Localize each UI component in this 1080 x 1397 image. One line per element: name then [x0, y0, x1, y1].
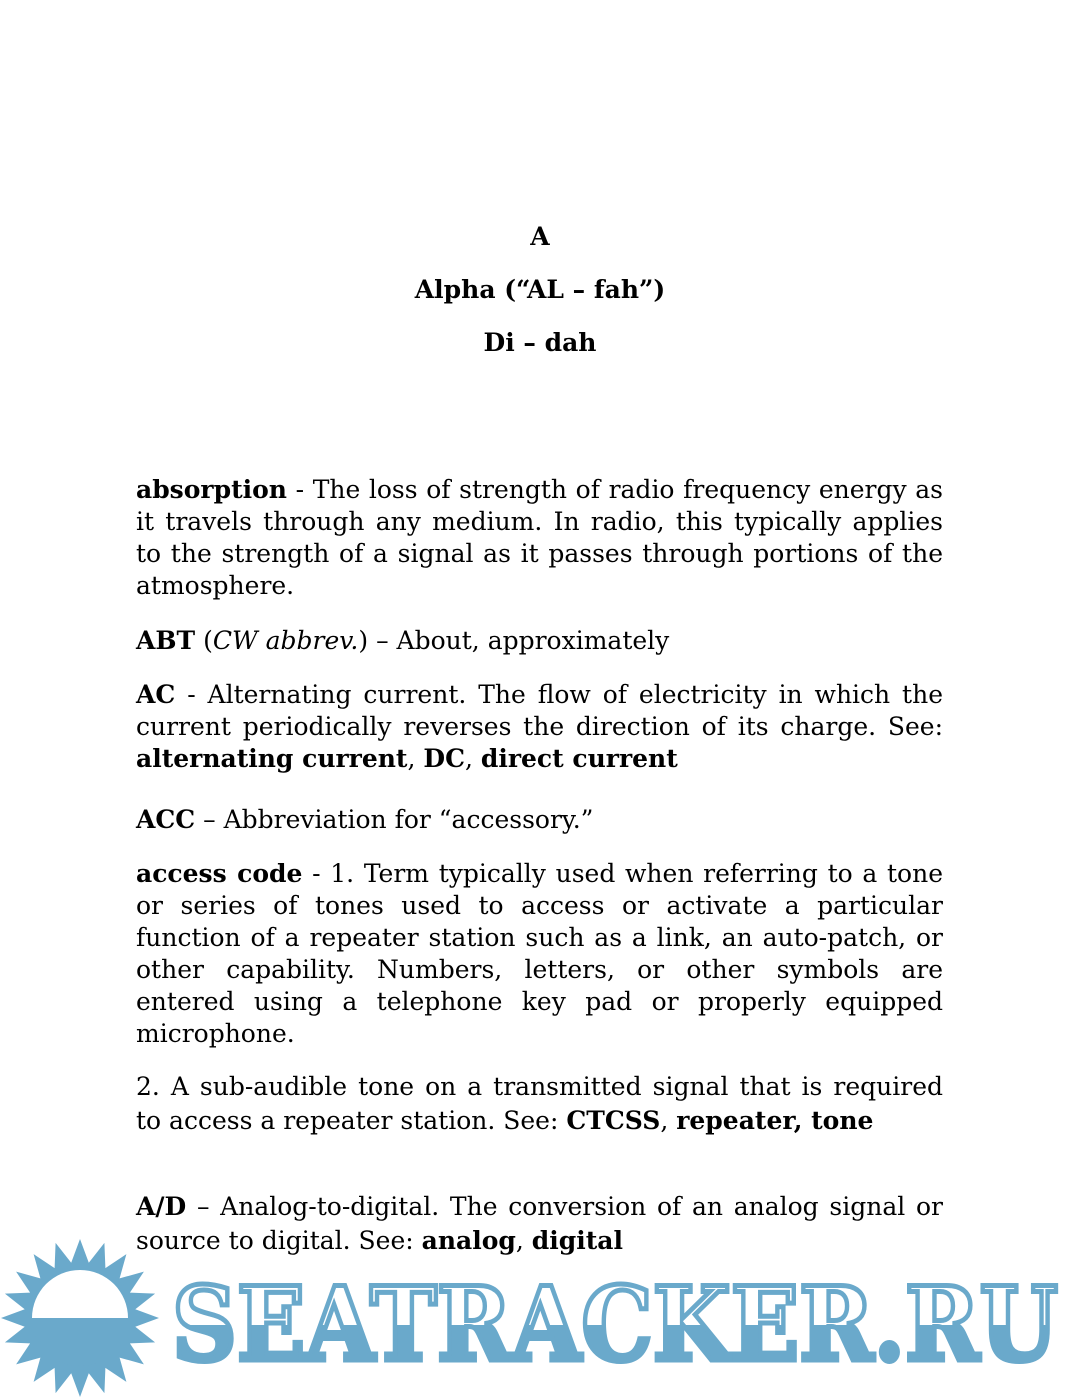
- comma: ,: [407, 744, 424, 773]
- definition: – Abbreviation for “accessory.”: [195, 805, 594, 834]
- entry-ac: [136, 679, 943, 775]
- section-letter: A: [530, 222, 550, 251]
- see-alternating-current: alternating current: [136, 744, 408, 773]
- definition: 2. A sub-audible tone on a transmitted signal that is required to access a repeater station. See:: [136, 1072, 943, 1135]
- see-ctcss: CTCSS: [566, 1106, 661, 1135]
- morse-heading: Di – dah: [483, 328, 597, 357]
- separator: -: [286, 475, 313, 504]
- paren-open: (: [195, 626, 213, 655]
- abbrev-note: CW abbrev.: [212, 626, 359, 655]
- term-access-code: access code: [136, 859, 303, 888]
- term-ac: AC: [136, 680, 176, 709]
- definition: – Analog-to-digital. The conversion of an analog signal or source to digital. See:: [136, 1192, 943, 1255]
- phonetic-heading: Alpha (“AL – fah”): [414, 275, 666, 304]
- definition: – About, approximately: [368, 626, 670, 655]
- see-dc: DC: [423, 744, 465, 773]
- definition: The loss of strength of radio frequency energy as it travels through any medium. In radio, this typically applies to the strength of a signal as it passes through portions of the atmosphere.: [136, 475, 943, 600]
- paren-close: ): [358, 626, 369, 655]
- term-absorption: absorption: [136, 475, 287, 504]
- comma: ,: [464, 744, 481, 773]
- see-digital: digital: [531, 1226, 623, 1255]
- comma: ,: [660, 1106, 677, 1135]
- definition: - Alternating current. The flow of electricity in which the current periodically reverses the direction of its charge. See:: [136, 680, 943, 741]
- watermark-text: SEATRACKER.RU: [172, 1265, 1058, 1385]
- entry-absorption: [136, 474, 943, 602]
- entry-abt: [136, 625, 943, 657]
- see-analog: analog: [421, 1226, 516, 1255]
- comma: ,: [515, 1226, 532, 1255]
- watermark-logo: [0, 1238, 1080, 1397]
- definition: - 1. Term typically used when referring to a tone or series of tones used to access or activate a particular function of a repeater station such as a link, an auto-patch, or other capability. Numbers, letters, or other symbols are entered using a telephone key pad or properly equipped microphone.: [136, 859, 943, 1048]
- term-ad: A/D: [136, 1192, 187, 1221]
- term-acc: ACC: [136, 805, 196, 834]
- sun-icon: [1, 1239, 159, 1397]
- entry-access-code: [136, 858, 943, 1050]
- term-abt: ABT: [136, 626, 196, 655]
- entry-acc: [136, 804, 943, 836]
- see-direct-current: direct current: [480, 744, 678, 773]
- see-repeater-tone: repeater, tone: [676, 1106, 874, 1135]
- entry-access-code-2: [136, 1070, 943, 1138]
